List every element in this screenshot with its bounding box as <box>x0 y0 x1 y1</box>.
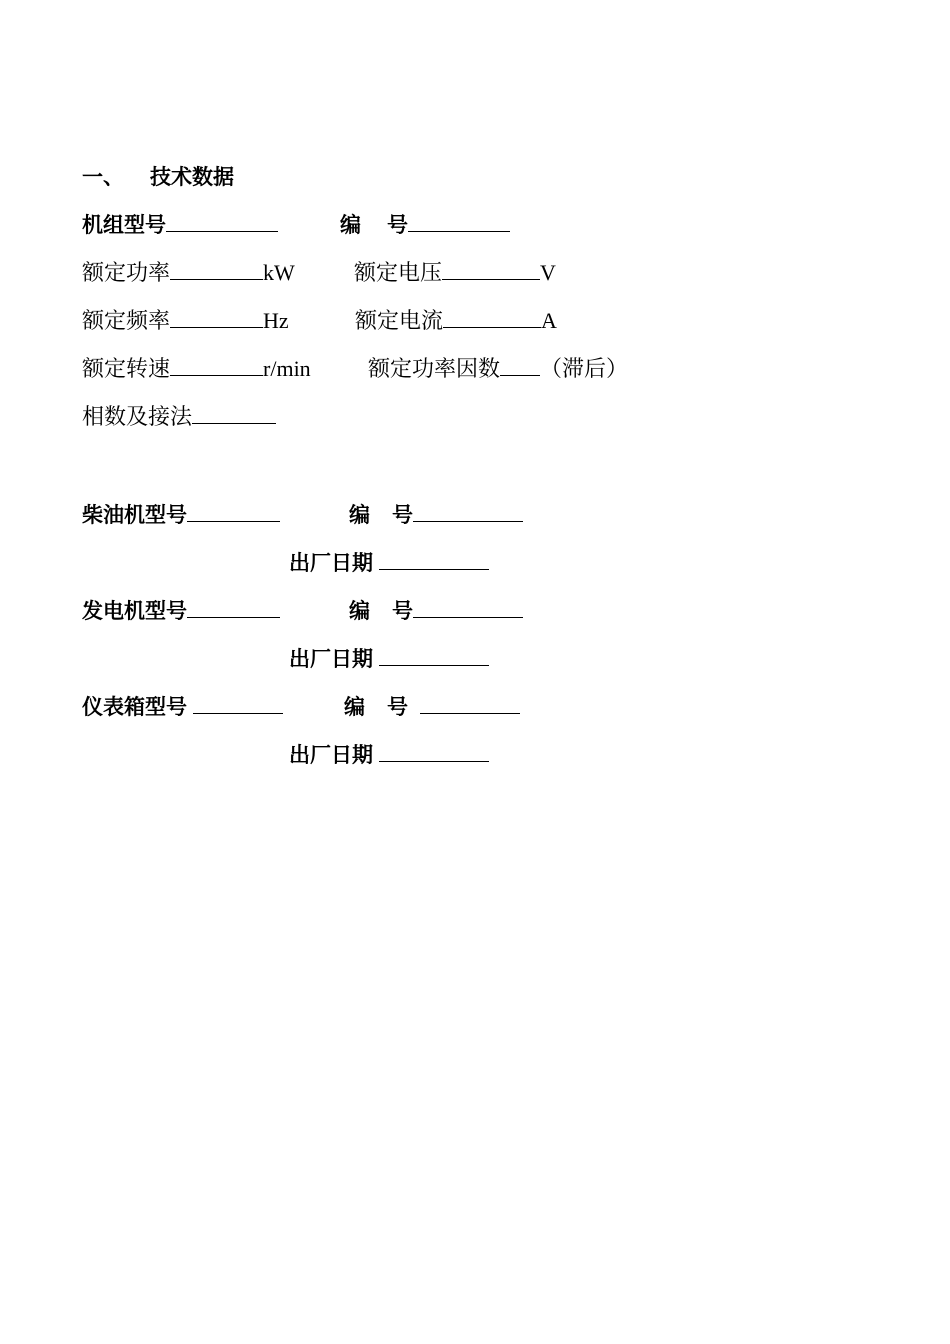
diesel-serial-field[interactable] <box>413 503 523 522</box>
instrument-box-model-row <box>82 694 283 720</box>
section-heading <box>82 164 234 190</box>
rated-current-unit: A <box>541 308 557 333</box>
generator-serial-row <box>349 598 523 624</box>
diesel-date-label: 出厂日期 <box>289 551 373 575</box>
diesel-model-row <box>82 502 280 528</box>
phase-connection-row <box>82 404 276 430</box>
rated-power-field[interactable] <box>170 261 263 280</box>
section-title: 技术数据 <box>150 165 234 189</box>
rated-frequency-row <box>82 308 289 334</box>
rated-speed-row <box>82 356 311 382</box>
rated-power-row <box>82 260 295 286</box>
unit-serial-label-2: 号 <box>387 213 408 237</box>
instrument-box-model-label: 仪表箱型号 <box>82 695 187 719</box>
phase-connection-label: 相数及接法 <box>82 404 193 429</box>
rated-current-label: 额定电流 <box>355 308 444 333</box>
diesel-date-row <box>289 550 489 576</box>
power-factor-note: （滞后） <box>540 356 629 381</box>
unit-model-field[interactable] <box>166 213 278 232</box>
rated-power-unit: kW <box>263 260 295 285</box>
diesel-date-field[interactable] <box>379 551 489 570</box>
generator-serial-label: 编 <box>349 599 370 623</box>
power-factor-label: 额定功率因数 <box>368 356 501 381</box>
instrument-box-date-row <box>289 742 489 768</box>
generator-model-row <box>82 598 280 624</box>
unit-serial-row <box>340 212 510 238</box>
instrument-box-serial-label: 编 <box>344 695 365 719</box>
rated-current-field[interactable] <box>443 309 541 328</box>
rated-voltage-unit: V <box>540 260 556 285</box>
generator-date-field[interactable] <box>379 647 489 666</box>
unit-model-row <box>82 212 278 238</box>
generator-model-label: 发电机型号 <box>82 599 187 623</box>
rated-frequency-field[interactable] <box>170 309 263 328</box>
instrument-box-model-field[interactable] <box>193 695 283 714</box>
rated-speed-label: 额定转速 <box>82 356 171 381</box>
rated-voltage-label: 额定电压 <box>354 260 443 285</box>
rated-frequency-label: 额定频率 <box>82 308 171 333</box>
instrument-box-serial-row <box>344 694 520 720</box>
rated-voltage-field[interactable] <box>442 261 540 280</box>
section-number: 一、 <box>82 165 124 189</box>
power-factor-field[interactable] <box>500 357 540 376</box>
diesel-serial-label-2: 号 <box>392 503 413 527</box>
diesel-serial-label: 编 <box>349 503 370 527</box>
generator-serial-label-2: 号 <box>392 599 413 623</box>
rated-speed-unit: r/min <box>263 356 311 381</box>
diesel-model-field[interactable] <box>187 503 280 522</box>
rated-voltage-row <box>354 260 556 286</box>
rated-frequency-unit: Hz <box>263 308 289 333</box>
instrument-box-date-label: 出厂日期 <box>289 743 373 767</box>
rated-power-label: 额定功率 <box>82 260 171 285</box>
phase-connection-field[interactable] <box>192 405 276 424</box>
instrument-box-date-field[interactable] <box>379 743 489 762</box>
instrument-box-serial-label-2: 号 <box>387 695 408 719</box>
unit-model-label: 机组型号 <box>82 213 166 237</box>
unit-serial-label: 编 <box>340 213 361 237</box>
generator-date-label: 出厂日期 <box>289 647 373 671</box>
unit-serial-field[interactable] <box>408 213 510 232</box>
rated-speed-field[interactable] <box>170 357 263 376</box>
generator-date-row <box>289 646 489 672</box>
rated-current-row <box>355 308 557 334</box>
power-factor-row <box>368 356 628 382</box>
generator-serial-field[interactable] <box>413 599 523 618</box>
generator-model-field[interactable] <box>187 599 280 618</box>
instrument-box-serial-field[interactable] <box>420 695 520 714</box>
diesel-serial-row <box>349 502 523 528</box>
diesel-model-label: 柴油机型号 <box>82 503 187 527</box>
